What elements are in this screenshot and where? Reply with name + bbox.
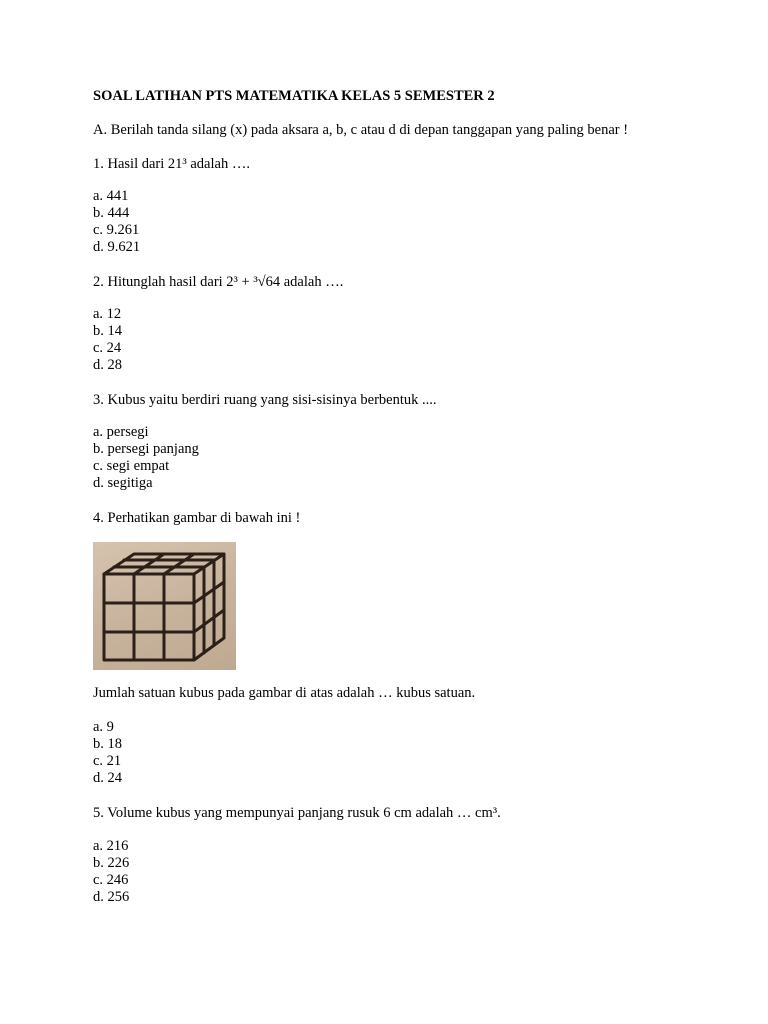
question-3-option-d: d. segitiga [93,475,153,491]
cube-drawing [93,542,236,670]
question-3-text: 3. Kubus yaitu berdiri ruang yang sisi-sisinya berbentuk .... [93,392,437,408]
instruction-text: A. Berilah tanda silang (x) pada aksara a, b, c atau d di depan tanggapan yang paling benar ! [93,122,629,138]
question-4-option-d: d. 24 [93,770,122,786]
question-1-option-a: a. 441 [93,188,129,204]
question-2-options [93,306,122,374]
cube-top-face [104,554,224,574]
question-2-option-a: a. 12 [93,306,122,322]
question-5-option-d: d. 256 [93,889,130,905]
cube-figure-image [93,542,236,670]
question-1-text: 1. Hasil dari 21³ adalah …. [93,156,250,172]
question-2-option-c: c. 24 [93,340,122,356]
question-1-option-d: d. 9.621 [93,239,141,255]
question-4-option-b: b. 18 [93,736,122,752]
question-3-options [93,424,199,492]
cube-front-face [104,574,194,660]
question-5-option-a: a. 216 [93,838,129,854]
question-2-option-b: b. 14 [93,323,122,339]
document-title: SOAL LATIHAN PTS MATEMATIKA KELAS 5 SEMESTER 2 [93,88,495,104]
question-5-text: 5. Volume kubus yang mempunyai panjang rusuk 6 cm adalah … cm³. [93,805,501,821]
question-3-option-b: b. persegi panjang [93,441,199,457]
question-4-followup: Jumlah satuan kubus pada gambar di atas adalah … kubus satuan. [93,685,476,701]
question-5-option-b: b. 226 [93,855,130,871]
question-2-text: 2. Hitunglah hasil dari 2³ + ³√64 adalah …. [93,274,344,290]
question-3-option-c: c. segi empat [93,458,170,474]
question-1-option-c: c. 9.261 [93,222,140,238]
question-5-option-c: c. 246 [93,872,129,888]
question-1-options [93,188,140,256]
question-1-option-b: b. 444 [93,205,130,221]
question-4-option-c: c. 21 [93,753,122,769]
question-3-option-a: a. persegi [93,424,149,440]
question-4-text: 4. Perhatikan gambar di bawah ini ! [93,510,301,526]
question-4-options [93,719,122,787]
question-2-option-d: d. 28 [93,357,122,373]
question-5-options [93,838,129,906]
question-4-option-a: a. 9 [93,719,114,735]
